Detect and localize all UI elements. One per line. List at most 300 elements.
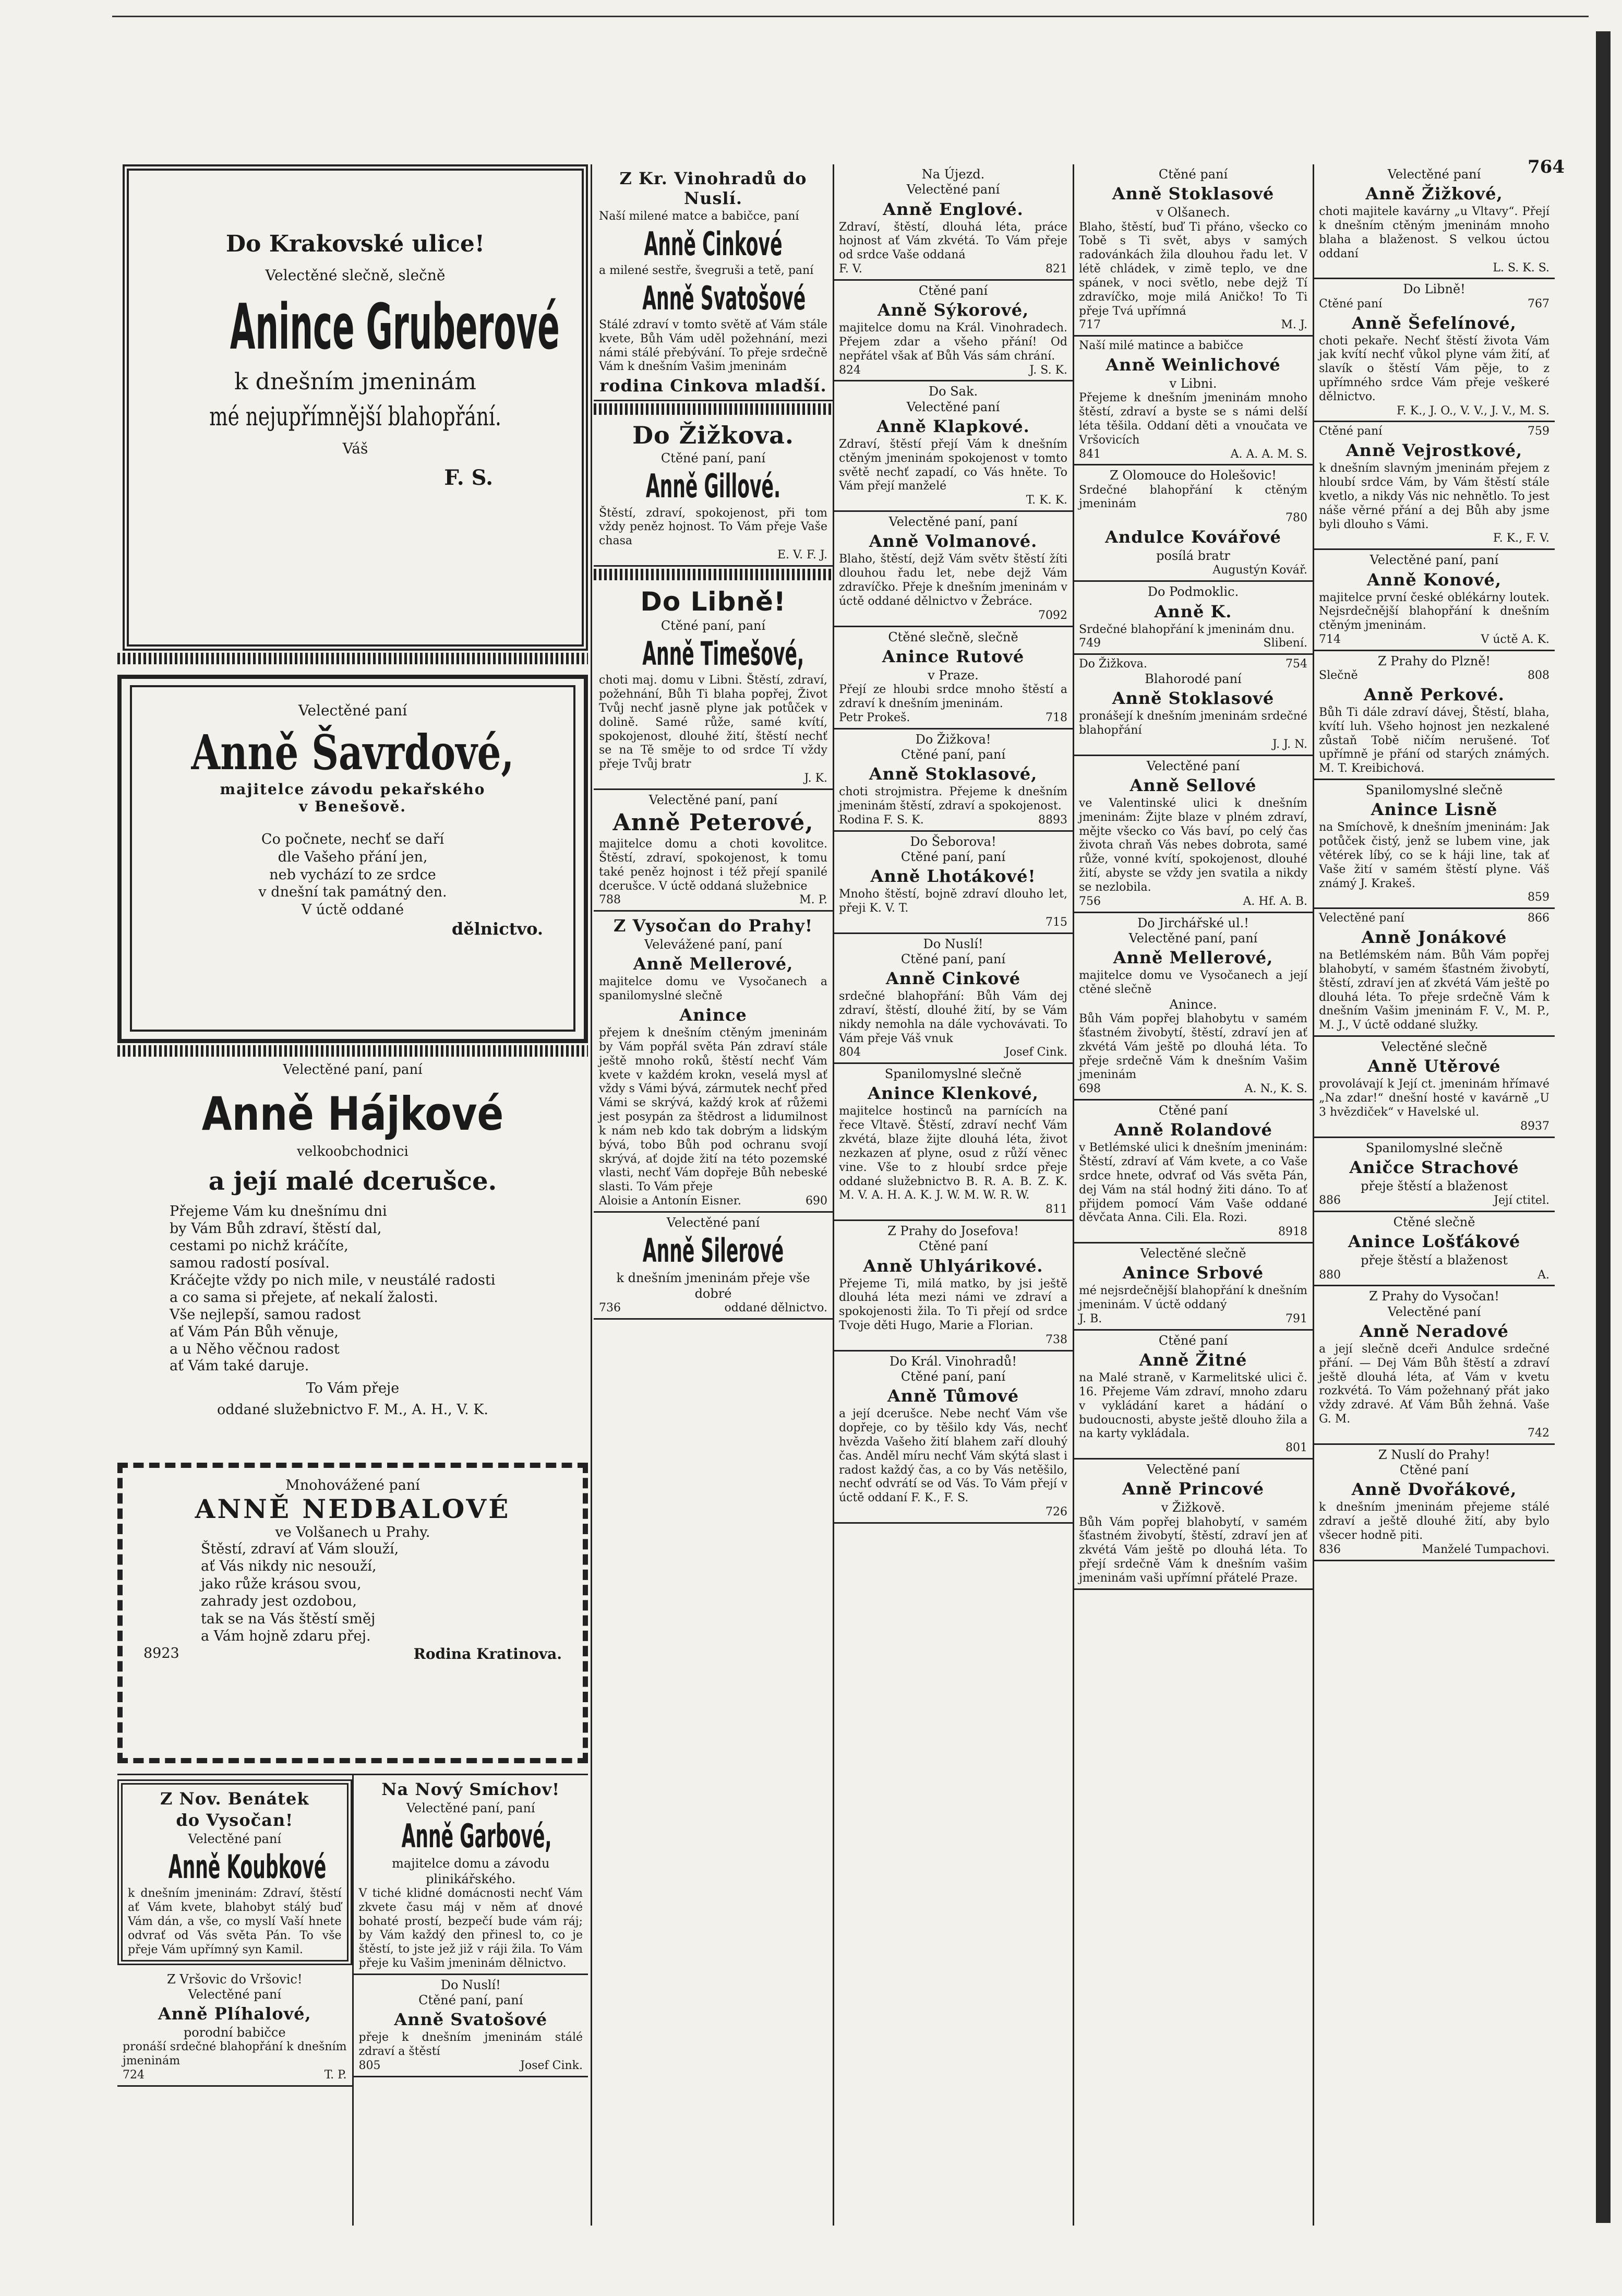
ad-number: 759	[1528, 425, 1549, 438]
ad-number: 756	[1079, 894, 1101, 908]
ad-footer-row	[359, 2059, 583, 2073]
ad-greeting: Velectěné paní, paní	[283, 1062, 423, 1078]
ad-heading: Na Újezd.	[921, 167, 985, 182]
ad-heading: Do Žižkova!	[915, 732, 991, 747]
ad-greeting: Velectěné paní	[906, 399, 1000, 414]
verse-line: Vše nejlepší, samou radost	[170, 1306, 361, 1323]
ad-mellerova	[594, 912, 833, 1213]
ad-garbova	[354, 1775, 588, 1975]
ornamental-border	[117, 653, 588, 664]
ad-header-row	[1319, 912, 1549, 926]
ad-number: 8937	[1520, 1119, 1549, 1133]
ad-greeting: Velectěné slečně, slečně	[265, 267, 446, 284]
ad-body: přeje k dnešním jmeninám stálé zdraví a štěstí	[358, 2031, 583, 2059]
ad-body: choti strojmistra. Přejeme k dnešním jmeninám štěstí, zdraví a spokojenost.	[839, 785, 1067, 812]
ad-klenkova	[834, 1064, 1073, 1221]
ad-heading: do Vysočan!	[176, 1810, 294, 1830]
ad-number: 767	[1528, 297, 1549, 310]
ad-rutova	[834, 627, 1073, 730]
ad-verse	[141, 831, 564, 919]
verse-line: a Vám hojně zdaru přej.	[201, 1628, 371, 1645]
ad-footer-row	[1079, 318, 1307, 332]
ad-signature: Augustýn Kovář.	[1212, 564, 1307, 577]
ad-name: Anince Lisně	[1371, 799, 1498, 820]
ad-place: v Praze.	[928, 667, 979, 683]
ad-number: 836	[1319, 1542, 1341, 1556]
ad-heading: Do Sak.	[928, 384, 978, 399]
ad-line: k dnešním jmeninám	[234, 368, 476, 395]
ad-greeting: Velectěné paní	[1387, 1304, 1481, 1319]
ad-peterova	[594, 790, 833, 912]
ad-body: provolávají k Její ct. jmeninám hřímavé „Na zdar!“ dnešní hosté v kavárně „U 3 hvězdiček“ v Havelské ul.	[1319, 1078, 1549, 1119]
ad-name: Anně Tůmové	[887, 1386, 1019, 1406]
ad-greeting: Velectěné paní	[1146, 758, 1240, 773]
ad-name: Anně Neradové	[1360, 1321, 1509, 1341]
ad-name: Anně K.	[1154, 601, 1232, 621]
ad-body: na Smíchově, k dnešním jmeninám: Jak potůček čistý, jenž se lubem vine, jak větérek líbý, co se k háji line, tak ať Vaše žití v samém štěstí plyne. Váš známý J. Krakeš.	[1319, 821, 1549, 890]
ad-body: a její slečně dceři Andulce srdečné přání. — Dej Vám Bůh štěstí a zdraví ještě dlouhá léta, ať Vám v kvetu rozkvétá. To Vám požehnaný přát jako vždy zdravé. Ať Vám Bůh žehná. Vaše G. M.	[1319, 1342, 1549, 1426]
ad-body: majitelce hostinců na parnících na řece Vltavě. Štěstí, zdraví nechť Vám zkvétá, blaze žijte dlouhá léta, život nezkazen ať plyne, osud z růží věnec vine. Vše to z hloubí srdce přeje oddané služebnictvo B. R. A. B. Z. K. M. V. A. H. A. K. J. W. M. W. R. W.	[839, 1105, 1067, 1202]
ad-anne-k	[1074, 582, 1313, 655]
ad-number: 880	[1319, 1268, 1341, 1282]
ad-body: pronáší srdečné blahopřání k dnešním jmeninám	[123, 2040, 347, 2068]
ad-place: v Olšanech.	[1156, 205, 1230, 220]
ad-body: na Malé straně, v Karmelitské ulici č. 16. Přejeme Vám zdraví, mnoho zdaru v vykládání karet a hádání o budoucnosti, abyste ještě dlouho žila a na karty vykládala.	[1079, 1371, 1307, 1441]
ad-uterova	[1314, 1037, 1555, 1138]
ad-timesova	[594, 582, 833, 790]
ad-plihalova	[117, 1969, 352, 2087]
ad-footer-row	[123, 2068, 347, 2083]
ad-rolandova	[1074, 1101, 1313, 1243]
ad-number: 821	[1046, 262, 1067, 276]
ad-signature: A.	[1537, 1268, 1549, 1282]
ad-name: Anně Silerové	[642, 1231, 784, 1270]
ad-body: Naší milé matince a babičce	[1079, 339, 1244, 353]
ad-number: 754	[1285, 657, 1307, 671]
ad-title: velkoobchodnici	[297, 1144, 408, 1159]
ad-body: Srdečné blahopřání k jmeninám dnu.	[1079, 623, 1295, 636]
bottom-ads-row	[117, 1774, 588, 2226]
column-1	[117, 164, 588, 2226]
ad-englova	[834, 164, 1073, 281]
ad-number: 736	[599, 1301, 621, 1314]
ad-greeting: Velevážené paní, paní	[644, 937, 783, 952]
ad-signature: F. V.	[839, 262, 862, 276]
ad-number: 714	[1319, 633, 1341, 647]
ad-name: Anince Rutové	[882, 646, 1025, 666]
ad-greeting: Velectěné slečně	[1140, 1246, 1246, 1261]
ad-tumova	[834, 1352, 1073, 1524]
ad-name: Anně Konové,	[1366, 569, 1501, 590]
ad-name: Anně Garbové,	[401, 1817, 552, 1856]
ad-number: 718	[1046, 711, 1067, 724]
column-rule	[591, 164, 592, 2226]
ad-heading: Do Žižkova.	[1079, 657, 1147, 671]
ad-body: posílá bratr	[1156, 548, 1230, 564]
ad-number: 7092	[1038, 608, 1067, 622]
ad-number: 8923	[143, 1645, 179, 1661]
ad-name: Anně Rolandové	[1114, 1120, 1272, 1140]
ad-signature: A. Hf. A. B.	[1243, 894, 1307, 908]
ad-heading: Do Podmoklic.	[1147, 584, 1239, 600]
ad-greeting: Velectěné paní	[188, 1987, 282, 2002]
ad-heading: Z Olomouce do Holešovic!	[1110, 468, 1277, 483]
verse-line: Co počnete, nechť se daří	[261, 831, 444, 847]
ad-number: 859	[1528, 891, 1549, 904]
ad-stoklasova	[834, 730, 1073, 832]
ad-footer-row	[1079, 448, 1307, 462]
ad-number: 724	[123, 2068, 145, 2082]
ad-number: 749	[1079, 637, 1101, 650]
ad-name: Anně Klapkové.	[876, 416, 1030, 436]
ad-greeting: Velectěné paní	[906, 182, 1000, 197]
ad-greeting: Ctěné paní	[1319, 425, 1383, 438]
ad-header-row	[1319, 425, 1549, 439]
verse-line: Štěstí, zdraví ať Vám slouží,	[201, 1541, 399, 1557]
verse-line: ať Vám Pán Bůh věnuje,	[170, 1323, 339, 1340]
ornamental-border	[117, 1045, 588, 1057]
verse-line: v dnešní tak památný den.	[258, 884, 447, 901]
ad-name: Anně Volmanové.	[869, 531, 1038, 552]
ad-body: Zdraví, štěstí, dlouhá léta, práce hojnost ať Vám zkvétá. To Vám přeje od srdce Vaše oddaná	[839, 220, 1067, 262]
ad-name: Anně Svatošové	[642, 279, 806, 317]
ad-header-row	[1319, 297, 1549, 312]
ad-greeting: Ctěné paní, paní	[660, 451, 766, 466]
ad-heading: Z Prahy do Vysočan!	[1369, 1289, 1499, 1304]
column-5	[1314, 164, 1555, 2226]
ad-body: majitelce domu ve Vysočanech a spanilomyslné slečně	[599, 975, 827, 1003]
ad-number: 780	[1285, 511, 1307, 525]
ad-name: Anince Lošťákové	[1348, 1231, 1521, 1252]
ad-greeting: Ctěné paní, paní	[900, 747, 1006, 762]
ad-heading: Do Libně!	[1403, 282, 1465, 297]
verse-line: a co sama si přejete, ať nekalí žalosti.	[170, 1289, 438, 1306]
ad-greeting: Velectěné paní	[1146, 1462, 1240, 1477]
ad-footer-row	[1079, 1312, 1307, 1326]
ad-footer-row	[839, 262, 1067, 277]
ad-signature: A. A. A. M. S.	[1230, 447, 1307, 461]
ad-gillova	[594, 417, 833, 567]
ad-name: Anně Dvořákové,	[1351, 1479, 1517, 1500]
ad-body: k dnešním slavným jmeninám přejem z hloubí srdce Vám, by Vám štěstí stále kvetlo, a nikdy Vás nic nehnětlo. To jest náše věrné přání a dej Bůh aby jsme byli dlouho s Vámi.	[1319, 462, 1549, 531]
ad-body: Blaho, štěstí, dejž Vám světv štěstí žíti dlouhou řadu let, nebe dejž Vám zdravíčko. Přeje k dnešním jmeninám v úctě oddané dělnictvo v Žebráce.	[839, 553, 1067, 608]
ad-footer-row	[1319, 1194, 1549, 1208]
ad-greeting: Velectěné paní	[666, 1215, 760, 1230]
verse-line: Kráčejte vždy po nich mile, v neustálé radosti	[170, 1272, 496, 1288]
ad-klapkova	[834, 381, 1073, 512]
ad-body: Bůh Vám popřej blahobytu v samém šťastném živobytí, štěstí, zdraví jen ať zkvétá Vám ještě po dlouhá léta. To přeje srdečně Vám k dnešním Vašim jmeninám	[1079, 1012, 1307, 1082]
ad-heading: Z Prahy do Plzně!	[1377, 653, 1491, 668]
ad-name: Anně Hájkové	[201, 1087, 504, 1141]
ad-svatosova	[354, 1975, 588, 2077]
ad-name: Anince Gruberové	[230, 291, 560, 364]
ad-greeting: Ctěné paní	[1158, 1103, 1228, 1118]
ad-heading: Do Šeborova!	[910, 834, 996, 849]
ad-greeting: Velectěné paní	[1387, 167, 1481, 182]
ad-greeting: Ctěné paní, paní	[900, 1369, 1006, 1384]
ad-body: Štěstí, zdraví, spokojenost, při tom vždy peněz hojnost. To Vám přeje Vaše chasa	[599, 506, 827, 548]
ad-number: 8893	[1038, 813, 1067, 827]
ad-name: Anně Jonákové	[1361, 927, 1507, 948]
ad-greeting: Velectěné paní, paní	[1369, 553, 1499, 568]
ad-number: 801	[1285, 1441, 1307, 1455]
ad-number: 886	[1319, 1194, 1341, 1207]
ad-greeting: Spanilomyslné slečně	[1365, 1140, 1503, 1155]
ad-signature: Josef Cink.	[520, 2059, 583, 2073]
ad-koubkova	[117, 1779, 352, 1965]
ad-greeting: Ctěné paní	[1158, 167, 1228, 182]
ad-signature: Její ctitel.	[1494, 1194, 1549, 1207]
ad-body: Přejeme k dnešním jmeninám mnoho štěstí, zdraví a byste se s námi delší léta těšila. Oddaní děti a vnoučata ve Vršovicích	[1079, 391, 1307, 447]
ad-signature: L. S. K. S.	[1493, 261, 1549, 274]
ad-lostakova	[1314, 1212, 1555, 1286]
ad-weinlichova	[1074, 337, 1313, 465]
ad-signature: Josef Cink.	[1005, 1046, 1067, 1059]
ad-greeting: Velectěné paní	[298, 702, 407, 719]
ad-signature: oddané služebnictvo F. M., A. H., V. K.	[217, 1402, 489, 1418]
ad-number: 808	[1528, 669, 1549, 683]
ad-name: Anně Cinkové	[885, 968, 1021, 989]
ad-body: Zdraví, štěstí přejí Vám k dnešním ctěným jmeninám spokojenost v tomto světě nechť zapadí, co Vás hněte. To Vám přejí manželé	[839, 437, 1067, 493]
ad-heading: Do Krakovské ulice!	[225, 231, 485, 257]
ad-footer-row	[143, 1645, 562, 1663]
ad-name: Anně Stoklasové	[1112, 688, 1275, 709]
ad-place: v Benešově.	[299, 798, 406, 815]
ad-name: Anně Cinkové	[644, 224, 783, 263]
ad-greeting: Ctěné paní	[1319, 297, 1383, 310]
ad-name: Anně Plíhalové,	[158, 2004, 311, 2024]
ad-name: Anince Klenkové,	[868, 1083, 1039, 1104]
ad-cinkova-2	[834, 934, 1073, 1065]
ad-dvorakova	[1314, 1445, 1555, 1561]
ad-signature: oddané dělnictvo.	[724, 1301, 827, 1314]
ad-place: v Žižkově.	[1161, 1500, 1225, 1515]
subcolumn-right	[354, 1775, 588, 2226]
ad-body: Naší milené matce a babičce, paní	[599, 210, 799, 223]
ad-heading: Z Nov. Benátek	[160, 1789, 309, 1809]
ad-greeting: Ctěné paní, paní	[660, 618, 766, 633]
ad-number: 866	[1528, 912, 1549, 925]
ad-body: na Betlémském nám. Bůh Vám popřej blahobytí, v samém šťastném živobytí, štěstí, zdraví jen ať zkvétá Vám ještě po dlouhá léta. To přeje srdečně Vám k dnešním Vašim jmeninám F. V., M. P., M. J., V úctě oddané služky.	[1319, 949, 1549, 1032]
ad-body: Stálé zdraví v tomto světě ať Vám stále kvete, Bůh Vám uděl požehnání, mezi námi stálé přebývání. To přeje srdečně Vám k dnešním Vašim jmeninám	[599, 318, 827, 374]
ad-strachova	[1314, 1138, 1555, 1212]
ad-signature: Slibení.	[1263, 637, 1307, 650]
ad-stoklasova-zizkov	[1074, 655, 1313, 756]
ad-princova	[1074, 1460, 1313, 1590]
ad-greeting: Ctěné paní	[918, 1239, 988, 1254]
ad-footer: To Vám přeje	[306, 1380, 400, 1397]
verse-line: tak se na Vás štěstí směj	[201, 1610, 376, 1627]
ad-greeting: Mnohovážené paní	[285, 1477, 420, 1493]
verse-line: zahrady jest ozdobou,	[201, 1593, 357, 1610]
ad-number: 811	[1046, 1203, 1067, 1216]
ad-number: 791	[1285, 1312, 1307, 1326]
ad-uhlyarikova	[834, 1221, 1073, 1352]
ad-name: Anně Koubkové	[168, 1848, 327, 1886]
ad-name: Anně Žitné	[1139, 1350, 1247, 1370]
ad-body: Blaho, štěstí, buď Ti přáno, všecko co Tobě s Ti svět, abys v samých radovánkách žila dlouhou řadu let. V létě chládek, v zimě teplo, ve dne spánek, v noci světlo, nebe dejž Tí zdravíčko, moje milá Aničko! To Ti přeje Tvá upřímná	[1079, 220, 1307, 318]
ad-number: 824	[839, 363, 861, 377]
ad-number: 841	[1079, 447, 1101, 461]
ad-name: Anně Šavrdové,	[191, 724, 514, 781]
ad-verse	[143, 1540, 562, 1645]
verse-line: V úctě oddané	[301, 902, 404, 918]
ad-greeting: Ctěné slečně	[1393, 1215, 1475, 1230]
ad-body: majitelce první české oblékárny loutek. Nejsrdečnější blahopřání k dnešním ctěným jmeninám.	[1319, 591, 1549, 632]
ad-greeting: Ctěné paní	[1158, 1333, 1228, 1348]
ad-greeting: Slečně	[1319, 669, 1358, 683]
ad-heading: Do Nuslí!	[440, 1977, 501, 1992]
ad-body: mé nejsrdečnější blahopřání k dnešním jmeninám. V úctě oddaný	[1079, 1284, 1307, 1312]
ad-name: Aničce Strachové	[1349, 1157, 1519, 1177]
ad-signature: Rodina Kratinova.	[413, 1645, 562, 1663]
ad-line: mé nejupřímnější blahopřání.	[209, 401, 501, 432]
ad-footer-row	[1319, 1543, 1549, 1557]
ad-footer-row	[1319, 633, 1549, 647]
ad-greeting: Ctěné slečně, slečně	[888, 629, 1018, 644]
ad-stoklasova-olsany	[1074, 164, 1313, 337]
ad-greeting: Velectěné paní	[1319, 912, 1404, 925]
verse-line: ať Vám také daruje.	[170, 1358, 309, 1374]
ad-footer-row	[839, 364, 1067, 378]
ad-name: Anně Svatošové	[394, 2010, 548, 2030]
ad-name: Anně Vejrostkové,	[1345, 440, 1523, 461]
ad-number: 8918	[1278, 1225, 1307, 1239]
ad-heading: Z Vysočan do Prahy!	[613, 916, 813, 936]
ad-srbova	[1074, 1243, 1313, 1331]
ad-name: Anně Utěrové	[1367, 1056, 1501, 1077]
verse-line: samou radostí posíval.	[170, 1254, 330, 1271]
ad-body: a milené sestře, švegruši a tetě, paní	[599, 264, 814, 277]
ad-signature: dělnictvo.	[451, 918, 543, 939]
ad-footer-row	[599, 1194, 827, 1209]
ad-body: majitelce domu na Král. Vinohradech. Přejem zdar a všeho přání! Od nepřátel však ať Bůh Vás sám chrání.	[839, 321, 1067, 363]
ad-konova	[1314, 550, 1555, 651]
ad-footer-row	[1079, 1082, 1307, 1096]
ad-body: Bůh Ti dále zdraví dávej, Štěstí, blaha, kvítí luh. Všeho hojnost jen nezkalené zůstaň Tobě ničím nerušené. Toť upřímně je přání od starých známých. M. T. Kreibichová.	[1319, 705, 1549, 775]
ad-greeting: Velectěné paní, paní	[1128, 930, 1258, 946]
ad-greeting: Blahorodé paní	[1145, 671, 1242, 686]
ad-neradova	[1314, 1286, 1555, 1444]
ad-name: Anně Uhlyárikové.	[863, 1255, 1043, 1276]
ad-number: 805	[358, 2059, 381, 2073]
ad-signature: J. S. K.	[1029, 363, 1067, 377]
ad-signature: F. K., F. V.	[1493, 532, 1549, 545]
ad-greeting: Ctěné paní	[1399, 1463, 1469, 1477]
ad-body: Bůh Vám popřej blahobytí, v samém šťastném živobytí, štěstí, zdraví jen ať zkvétá Vám ještě po dlouhá léta. To přejí srdečně Vám k dnešním vašim jmeninám vaši upřímní přátelé Praze.	[1079, 1515, 1307, 1585]
ad-mellerova-2	[1074, 913, 1313, 1101]
ad-number: 715	[1046, 915, 1067, 929]
ad-body: přeje štěstí a blaženost	[1361, 1253, 1508, 1268]
ad-name: Anně Stoklasové,	[869, 764, 1038, 784]
ad-place: v Libni.	[1169, 376, 1217, 391]
ad-footer-row	[839, 814, 1067, 828]
ad-name: Anně Perkové.	[1364, 684, 1505, 704]
ad-name: Anně Sýkorové,	[877, 300, 1029, 320]
verse-line: by Vám Bůh zdraví, štěstí dal,	[170, 1220, 382, 1237]
ad-heading: Z Nuslí do Prahy!	[1378, 1447, 1491, 1462]
ad-greeting: Velectěné paní	[188, 1832, 282, 1846]
ad-sellova	[1074, 756, 1313, 913]
ad-greeting: Velectěné paní, paní	[406, 1801, 535, 1815]
ad-greeting: Ctěné paní, paní	[900, 849, 1006, 864]
ad-number: 690	[806, 1194, 827, 1208]
ad-signature: J. B.	[1079, 1312, 1102, 1326]
ad-body: přeje štěstí a blaženost	[1361, 1178, 1508, 1193]
ad-jonakova	[1314, 909, 1555, 1037]
ad-name: Anně Weinlichové	[1106, 354, 1281, 375]
ad-signature: J. K.	[804, 771, 827, 785]
ad-name: Anince	[679, 1005, 747, 1025]
ad-signature: T. K. K.	[1026, 494, 1067, 507]
ad-signature: E. V. F. J.	[777, 548, 827, 561]
ad-body: a její dcerušce. Nebe nechť Vám vše dopřeje, co by těšilo kdy Vás, nechť hvězda Vašeho žití blahem zaří dlouhý čas. Anděl míru nechť Vám skýtá slast i radost každý čas, a co by Vás netěšilo, nechť odvrátí se od Vás. To Vám přejí v úctě oddaní F. K., F. S.	[839, 1407, 1067, 1505]
ad-sefelinova	[1314, 279, 1555, 422]
verse-line: neb vychází to ze srdce	[269, 866, 436, 883]
ad-volmanova	[834, 512, 1073, 627]
ad-signature: V úctě A. K.	[1481, 633, 1549, 647]
page-binding-edge	[1596, 31, 1611, 2223]
ad-signature: Rodina F. S. K.	[839, 813, 924, 827]
ad-silerova	[594, 1213, 833, 1320]
column-4	[1074, 164, 1313, 2226]
ad-body: k dnešním jmeninám: Zdraví, štěstí ať Vám kvete, blahobyt stálý buď Vám dán, a vše, co myslí Vaší hnete odvrať od Vás světa Pán. To vše přeje Vám upřímný syn Kamil.	[128, 1887, 342, 1956]
ad-body: srdečné blahopřání: Bůh Vám dej zdraví, štěstí, dlouhé žití, by se Vám nikdy nemohla na dále vychovávati. To Vám přeje Váš vnuk	[839, 990, 1067, 1045]
ad-greeting: Spanilomyslné slečně	[884, 1067, 1022, 1082]
ad-verse	[128, 1203, 578, 1375]
ad-name: Anince Srbové	[1122, 1263, 1264, 1283]
column-2	[594, 164, 833, 2226]
ad-zitna	[1074, 1331, 1313, 1460]
ad-footer-row	[1319, 1269, 1549, 1283]
ad-name: Anně Mellerové,	[633, 954, 794, 974]
verse-line: dle Vašeho přání jen,	[278, 848, 428, 865]
ad-body: choti majitele kavárny „u Vltavy“. Přejí k dnešním ctěným jmeninám mnoho blaha a blaženost. S velkou úctou oddaní	[1319, 205, 1549, 260]
ad-signature: F. K., J. O., V. V., J. V., M. S.	[1396, 404, 1549, 417]
ad-zizkova	[1314, 164, 1555, 279]
ad-signature: rodina Cinkova mladší.	[599, 376, 827, 396]
ad-kovarova	[1074, 465, 1313, 582]
ad-vejrostkova	[1314, 422, 1555, 550]
ad-heading: Do Nuslí!	[923, 936, 983, 951]
ad-signature: M. P.	[799, 893, 827, 907]
ad-heading: Z Prahy do Josefova!	[887, 1224, 1019, 1239]
ad-header-row	[1319, 669, 1549, 683]
ad-name: Anně Timešové,	[642, 635, 804, 673]
ad-footer-row	[839, 1046, 1067, 1060]
ad-name: ANNĚ NEDBALOVÉ	[195, 1493, 511, 1524]
ad-heading: Z Vršovic do Vršovic!	[166, 1971, 303, 1987]
verse-line: cestami po nichž kráčíte,	[170, 1237, 349, 1254]
ad-number: 717	[1079, 318, 1101, 332]
ad-signature: T. P.	[324, 2068, 347, 2082]
ad-heading: Z Kr. Vinohradů do Nuslí.	[619, 169, 807, 208]
ad-body: k dnešním jmeninám přeje vše dobré	[616, 1271, 810, 1301]
ad-heading: Do Král. Vinohradů!	[889, 1354, 1017, 1369]
ad-perkova	[1314, 651, 1555, 780]
ad-name: Anně Englové.	[883, 199, 1024, 219]
ornamental-border	[594, 403, 833, 415]
ad-sykorova	[834, 281, 1073, 382]
ad-greeting: Ctěné paní	[918, 283, 988, 298]
ad-number: 726	[1046, 1505, 1067, 1519]
ad-body: k dnešním jmeninám přejeme stálé zdraví a ještě dlouhé žití, aby bylo všecer hodně piti.	[1319, 1501, 1549, 1542]
ad-body: majitelce domu ve Vysočanech a její ctěné slečně	[1079, 969, 1307, 996]
ad-greeting: Ctěné paní, paní	[900, 951, 1006, 966]
ad-name: Anně Lhotákové!	[870, 866, 1036, 887]
ad-footer-row	[839, 711, 1067, 725]
page-number: 764	[1528, 157, 1565, 177]
